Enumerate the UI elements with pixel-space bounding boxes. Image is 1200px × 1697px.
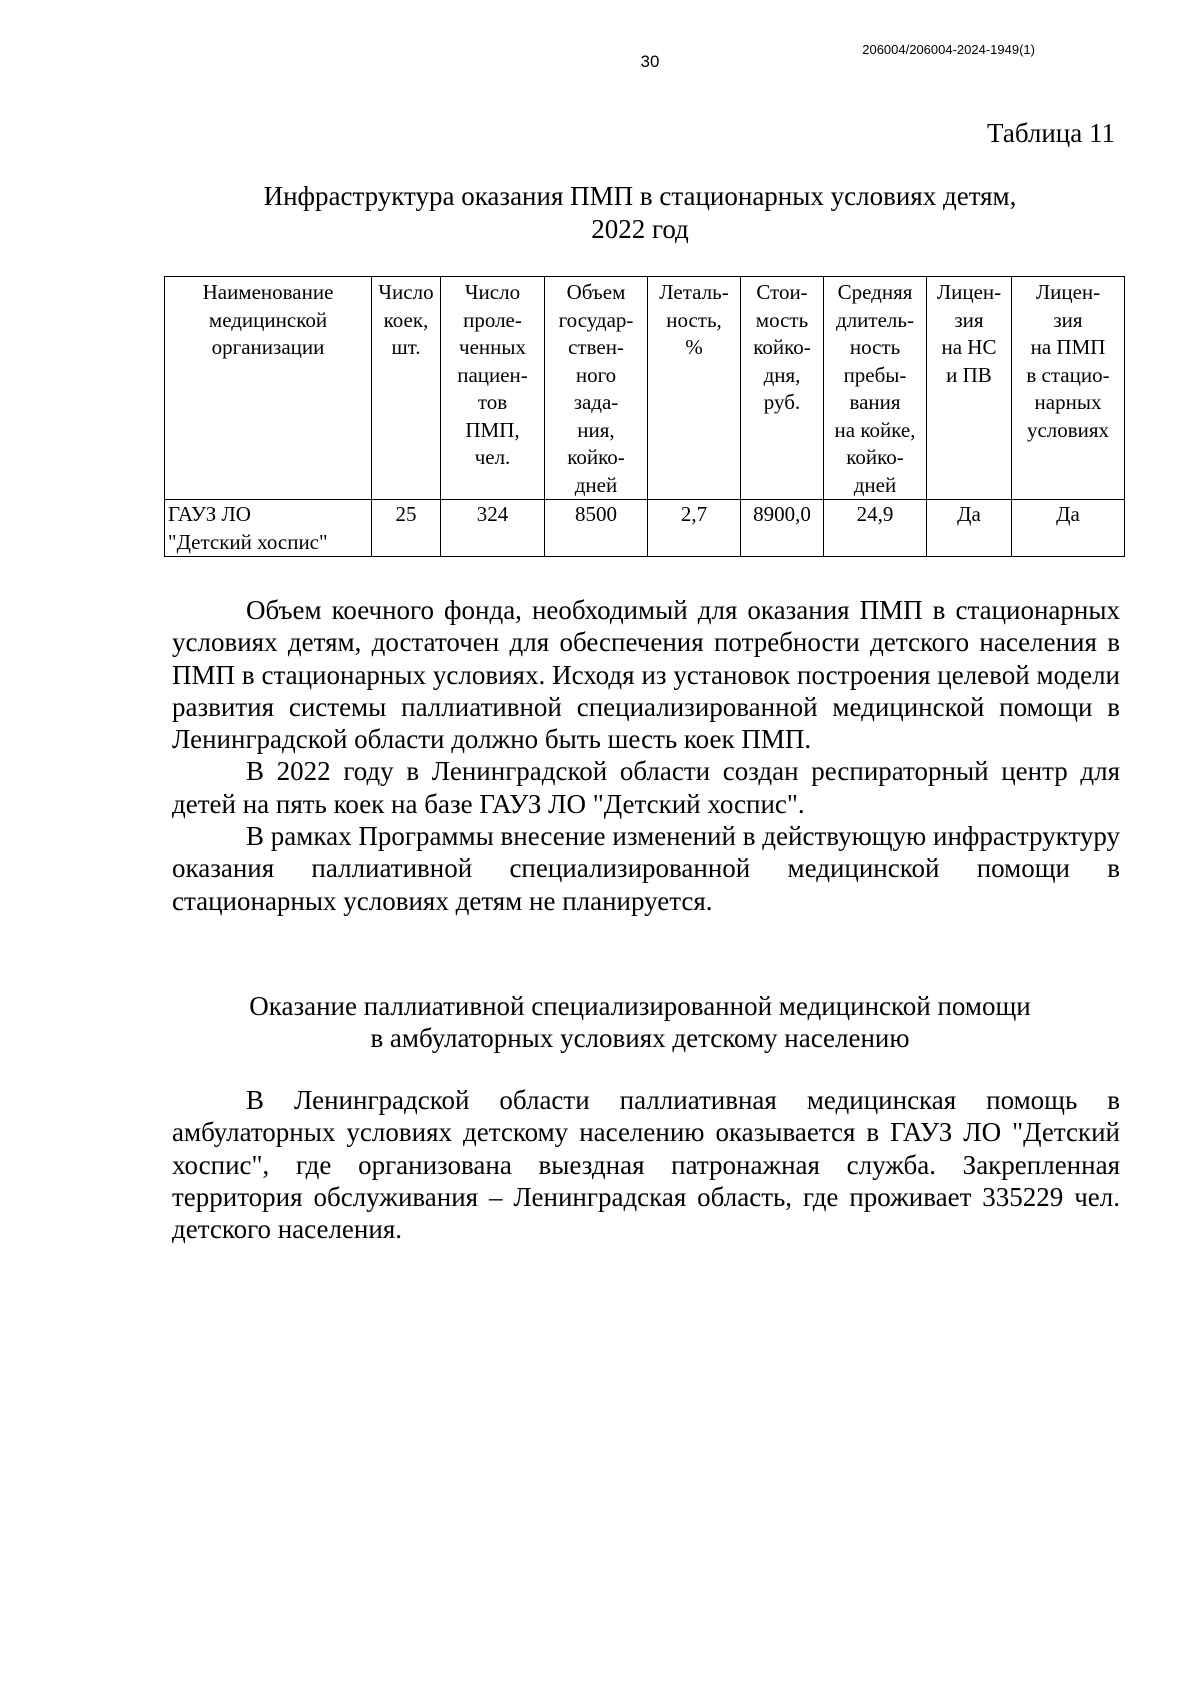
cell-license-pmp: Да xyxy=(1012,500,1125,557)
section-heading xyxy=(160,990,1120,1054)
cell-beds: 25 xyxy=(372,500,441,557)
cell-org-name: ГАУЗ ЛО "Детский хоспис" xyxy=(165,500,372,557)
header-license-pmp: Лицен- зия на ПМП в стацио- нарных условиях xyxy=(1012,277,1125,500)
header-state-task-volume: Объем государ- ствен- ного зада- ния, койко- дней xyxy=(545,277,648,500)
section-heading-line-1: Оказание паллиативной специализированной медицинской помощи xyxy=(249,991,1031,1021)
paragraph-program-changes: В рамках Программы внесение изменений в действующую инфраструктуру оказания паллиативной специализированной медицинской помощи в стационарных условиях детям не планируется. xyxy=(172,821,1120,916)
cell-mortality: 2,7 xyxy=(648,500,741,557)
table-row xyxy=(165,500,1125,557)
cell-state-task-volume: 8500 xyxy=(545,500,648,557)
header-mortality: Леталь- ность, % xyxy=(648,277,741,500)
body-section-1 xyxy=(172,594,1120,917)
cell-license-ns-pv: Да xyxy=(927,500,1012,557)
header-beds: Число коек, шт. xyxy=(372,277,441,500)
table-label: Таблица 11 xyxy=(987,118,1115,148)
table-title-line-2: 2022 год xyxy=(591,214,689,244)
page-number: 30 xyxy=(640,52,660,71)
cell-bed-day-cost: 8900,0 xyxy=(741,500,824,557)
header-bed-day-cost: Стои- мость койко- дня, руб. xyxy=(741,277,824,500)
body-section-2 xyxy=(172,1084,1120,1245)
header-org-name: Наименование медицинской организации xyxy=(165,277,372,500)
header-patients-treated: Число проле- ченных пациен- тов ПМП, чел. xyxy=(441,277,545,500)
document-id: 206004/206004-2024-1949(1) xyxy=(862,42,1035,57)
table-title-line-1: Инфраструктура оказания ПМП в стационарных условиях детям, xyxy=(263,181,1017,211)
cell-patients-treated: 324 xyxy=(441,500,545,557)
header-avg-stay: Средняя длитель- ность пребы- вания на койке, койко- дней xyxy=(824,277,927,500)
paragraph-ambulatory-care: В Ленинградской области паллиативная медицинская помощь в амбулаторных условиях детскому населению оказывается в ГАУЗ ЛО "Детский хоспис", где организована выездная патронажная служба. Закрепленная территория обслуживания – Ленинградская область, где проживает 335229 чел. детского населения. xyxy=(172,1085,1120,1245)
header-license-ns-pv: Лицен- зия на НС и ПВ xyxy=(927,277,1012,500)
table-header-row xyxy=(165,277,1125,500)
cell-avg-stay: 24,9 xyxy=(824,500,927,557)
section-heading-line-2: в амбулаторных условиях детскому населению xyxy=(370,1023,910,1053)
paragraph-respiratory-center: В 2022 году в Ленинградской области создан респираторный центр для детей на пять коек на базе ГАУЗ ЛО "Детский хоспис". xyxy=(172,756,1120,819)
paragraph-bed-fund: Объем коечного фонда, необходимый для оказания ПМП в стационарных условиях детям, достаточен для обеспечения потребности детского населения в ПМП в стационарных условиях. Исходя из установок построения целевой модели развития системы паллиативной специализированной медицинской помощи в Ленинградской области должно быть шесть коек ПМП. xyxy=(172,595,1120,755)
infrastructure-table xyxy=(164,276,1125,557)
table-title xyxy=(160,180,1120,246)
